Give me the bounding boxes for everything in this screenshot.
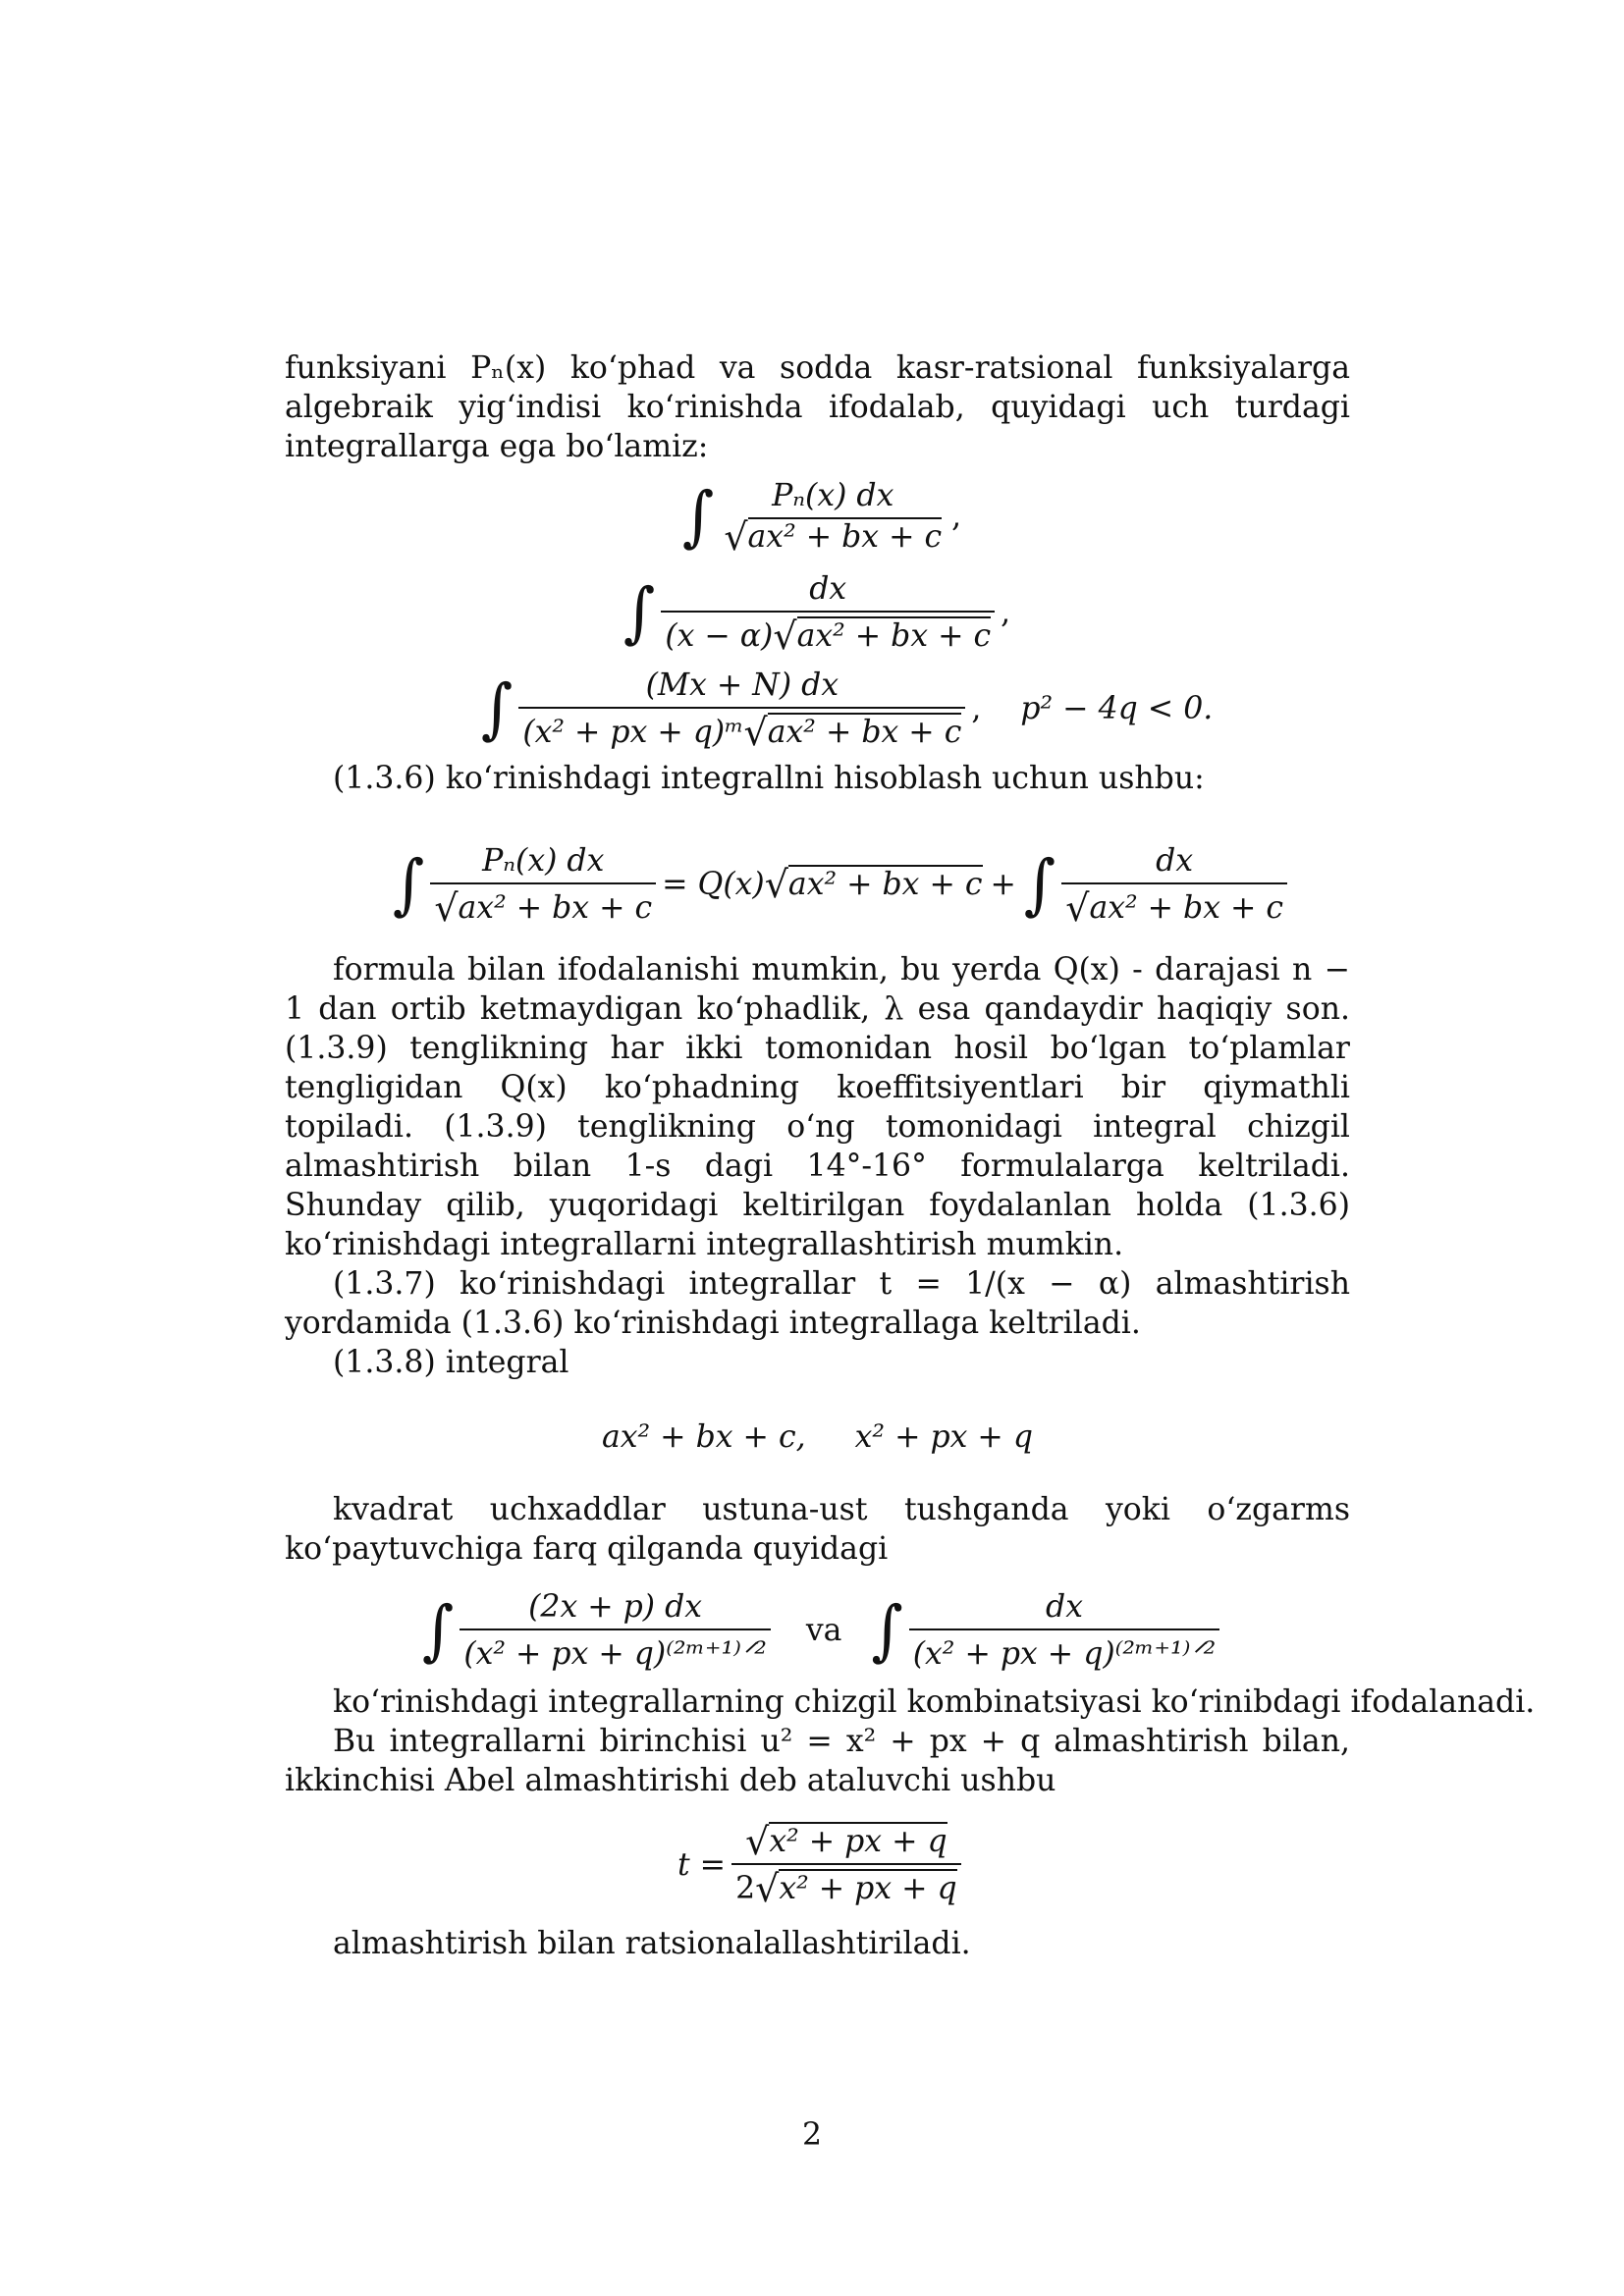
numerator: dx	[1046, 1589, 1083, 1625]
paragraph-4: (1.3.7) ko‘rinishdagi integrallar t = 1/(x − α) almashtirish yordamida (1.3.6) ko‘rinishdagi integrallaga keltriladi.	[285, 1266, 1350, 1341]
equation-5: ax² + bx + c, x² + px + q	[602, 1419, 1033, 1455]
integral-sign: ∫	[682, 477, 715, 555]
page-body	[285, 348, 1536, 1963]
denominator: (x² + px + q)⁽²ᵐ⁺¹⁾ᐟ²	[909, 1629, 1220, 1674]
equation-1	[682, 472, 1350, 561]
denominator: (x − α)√ax² + bx + c	[661, 611, 995, 656]
numerator: √x² + px + q	[745, 1820, 947, 1863]
denominator: √ax² + bx + c	[430, 882, 656, 928]
denominator: (x² + px + q)⁽²ᵐ⁺¹⁾ᐟ²	[460, 1629, 771, 1674]
radicand: x² + px + q	[769, 1824, 947, 1859]
fraction-2	[1061, 841, 1287, 928]
integral-sign-2: ∫	[1023, 844, 1056, 923]
integral-sign: ∫	[393, 844, 425, 923]
comma: ,	[1001, 595, 1011, 630]
denominator-factor: 2	[735, 1871, 756, 1906]
denominator: (x² + px + q)ᵐ√ax² + bx + c	[518, 707, 965, 752]
equals-q: = Q(x)	[662, 866, 765, 902]
comma: ,	[951, 499, 962, 534]
paragraph-2: (1.3.6) ko‘rinishdagi integrallni hisoblash uchun ushbu:	[333, 761, 1205, 796]
condition: p² − 4q < 0.	[1020, 691, 1214, 726]
sqrt: √ax² + bx + c	[764, 862, 983, 906]
equation-4	[393, 837, 1350, 931]
numerator: (2x + p) dx	[528, 1589, 703, 1625]
radicand: ax² + bx + c	[747, 519, 943, 555]
page-number: 2	[801, 2117, 823, 2153]
connector-va: va	[805, 1613, 842, 1648]
denominator-factor: (x² + px + q)ᵐ	[522, 715, 744, 750]
radicand: ax² + bx + c	[767, 715, 962, 750]
paragraph-9: almashtirish bilan ratsionalallashtiriladi.	[333, 1926, 971, 1961]
numerator: (Mx + N) dx	[645, 667, 839, 703]
t-equals: t =	[677, 1847, 727, 1883]
fraction	[460, 1587, 771, 1674]
radicand: ax² + bx + c	[796, 618, 992, 654]
radicand: ax² + bx + c	[458, 889, 653, 926]
numerator: Pₙ(x) dx	[482, 842, 605, 879]
radicand: ax² + bx + c	[787, 866, 983, 902]
paragraph-3: formula bilan ifodalanishi mumkin, bu yerda Q(x) - darajasi n − 1 dan ortib ketmaydigan ko‘phadlik, λ esa qandaydir haqiqiy son. (1.3.9) tenglikning har ikki tomonidan hosil bo‘lgan to‘plamlar tengligidan Q(x) ko‘phadning koeffitsiyentlari bir qiymathli topiladi. (1.3.9) tenglikning o‘ng tomonidagi integral chizgil almashtirish bilan 1-s dagi 14°-16° formulalarga keltriladi. Shunday qilib, yuqoridagi keltirilgan foydalanlan holda (1.3.6) ko‘rinishdagi integrallarni integrallashtirish mumkin.	[285, 952, 1350, 1262]
comma: ,	[971, 691, 982, 726]
denominator: √ax² + bx + c	[1061, 882, 1287, 928]
integral-sign-2: ∫	[871, 1591, 903, 1669]
radicand: ax² + bx + c	[1089, 889, 1284, 926]
paragraph-7: ko‘rinishdagi integrallarning chizgil kombinatsiyasi ko‘rinibdagi ifodalanadi.	[333, 1684, 1536, 1720]
fraction	[430, 841, 656, 928]
denominator-factor: (x − α)	[665, 618, 774, 654]
numerator: dx	[809, 571, 847, 607]
equation-6	[422, 1586, 1350, 1675]
equation-3	[481, 665, 1350, 753]
numerator: dx	[1156, 842, 1194, 879]
paragraph-1: funksiyani Pₙ(x) ko‘phad va sodda kasr-ratsional funksiyalarga algebraik yig‘indisi ko‘rinishda ifodalab, quyidagi uch turdagi integrallarga ega bo‘lamiz:	[285, 350, 1350, 464]
paragraph-8: Bu integrallarni birinchisi u² = x² + px + q almashtirish bilan, ikkinchisi Abel almashtirishi deb ataluvchi ushbu	[285, 1724, 1350, 1798]
equation-2	[623, 568, 1350, 657]
integral-sign: ∫	[422, 1591, 455, 1669]
radicand: x² + px + q	[779, 1871, 957, 1906]
fraction	[731, 1822, 961, 1908]
fraction-2	[909, 1587, 1220, 1674]
integral-sign: ∫	[623, 573, 656, 651]
paragraph-6: kvadrat uchxaddlar ustuna-ust tushganda yoki o‘zgarms ko‘paytuvchiga farq qilganda quyidagi	[285, 1492, 1350, 1567]
equation-7	[677, 1816, 1350, 1914]
plus-sign: +	[990, 866, 1016, 902]
fraction	[661, 569, 995, 656]
paragraph-5: (1.3.8) integral	[333, 1345, 569, 1380]
fraction	[518, 666, 965, 752]
integral-sign: ∫	[481, 669, 514, 747]
fraction	[720, 476, 946, 557]
denominator: 2√x² + px + q	[731, 1863, 961, 1908]
denominator: √ax² + bx + c	[724, 515, 943, 559]
numerator: Pₙ(x) dx	[772, 478, 894, 513]
